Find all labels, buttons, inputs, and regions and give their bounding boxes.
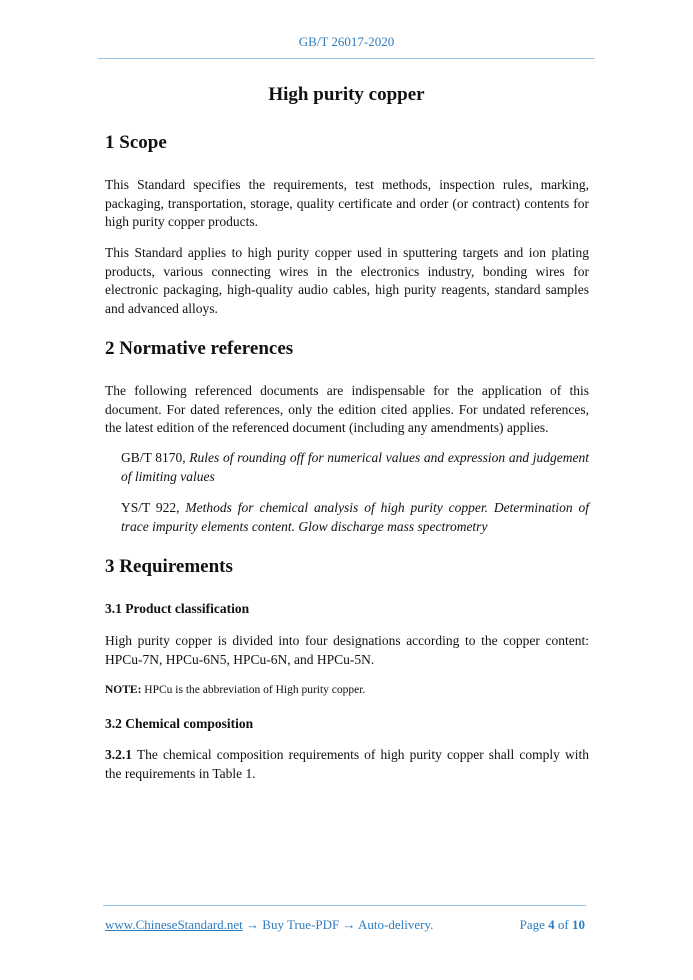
page-total: 10 [572,917,585,932]
product-classification-paragraph: High purity copper is divided into four designations according to the copper content: HPCu-7N, HPCu-6N5, HPCu-6N, and HPCu-5N. [105,633,589,667]
reference-code: GB/T 8170, [121,450,190,465]
s31-paragraph-wrap [105,632,589,669]
note-wrap [105,684,589,696]
note [105,684,589,696]
reference-code: YS/T 922, [121,500,186,515]
heading-chemical-composition: 3.2 Chemical composition [105,716,254,731]
scope-paragraph-1: This Standard specifies the requirements, test methods, inspection rules, marking, packaging, transportation, storage, quality certificate and order (or contract) contents for high purity copper products. [105,177,589,229]
s321-wrap [105,746,589,783]
heading-normative-references: 2 Normative references [105,338,294,359]
normative-paragraph: The following referenced documents are indispensable for the application of this document. For dated references, only the edition cited applies. For undated references, the latest edition of the referenced document (including any amendments) applies. [105,383,589,435]
header-standard-code: GB/T 26017-2020 [298,34,395,49]
clause-3-2-1 [105,746,589,783]
reference-item [121,499,589,536]
normative-paragraph-wrap [105,382,589,438]
heading-requirements: 3 Requirements [105,556,233,577]
note-text: HPCu is the abbreviation of High purity copper. [141,684,366,696]
header-divider [98,58,595,59]
footer [105,917,585,933]
clause-text: The chemical composition requirements of high purity copper shall comply with the requirements in Table 1. [105,747,589,781]
heading-scope: 1 Scope [105,132,167,153]
clause-number: 3.2.1 [105,747,132,762]
document-title: High purity copper [268,84,425,105]
scope-paragraph-2-wrap [105,244,589,318]
website-link[interactable]: www.ChineseStandard.net [105,917,243,932]
reference-title: Methods for chemical analysis of high purity copper. Determination of trace impurity elements content. Glow discharge mass spectrometry [121,500,590,534]
footer-divider [103,905,586,906]
s32-heading-wrap [105,716,589,732]
reference-item [121,449,589,486]
reference-1-wrap [105,449,589,486]
note-label: NOTE: [105,684,142,696]
scope-paragraph-1-wrap [105,176,589,232]
page-label: Page [519,917,549,932]
section-scope [105,132,589,154]
of-label: of [554,917,572,932]
s31-heading-wrap [105,601,589,617]
section-requirements [105,556,589,578]
footer-tagline: → Buy True-PDF → Auto-delivery. [242,917,434,932]
page-indicator [520,917,585,933]
scope-paragraph-2: This Standard applies to high purity copper used in sputtering targets and ion plating products, various connecting wires in the electronics industry, bonding wires for electronic packaging, high-quality audio cables, high purity reagents, standard samples and advanced alloys. [105,245,589,316]
heading-product-classification: 3.1 Product classification [105,601,250,616]
reference-title: Rules of rounding off for numerical values and expression and judgement of limiting values [121,450,590,484]
reference-2-wrap [105,499,589,536]
page-number: 4 [548,917,555,932]
section-normative [105,338,589,360]
